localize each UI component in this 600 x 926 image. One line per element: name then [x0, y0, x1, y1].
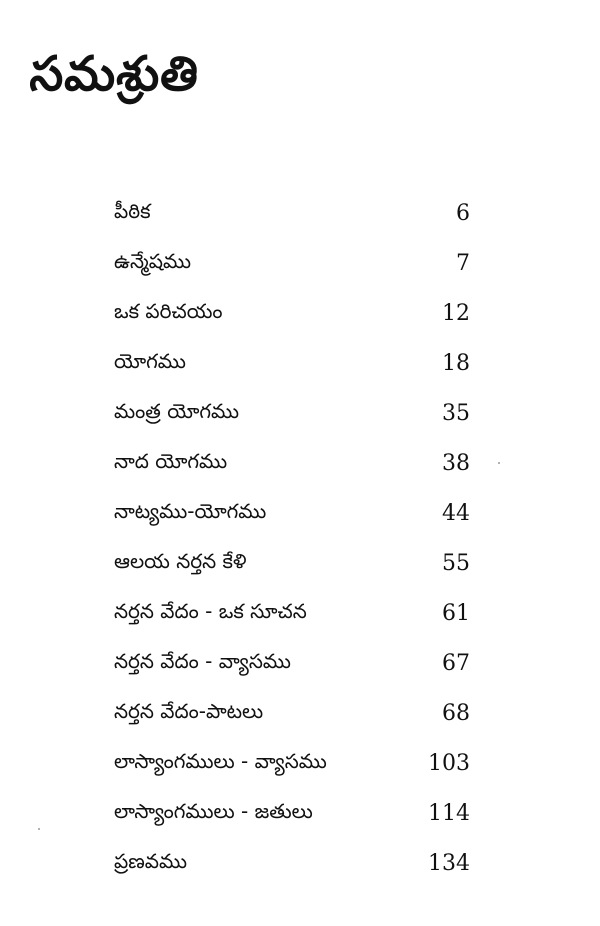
- toc-entry-title: లాస్యాంగములు - జతులు: [114, 798, 313, 823]
- toc-entry-page: 6: [456, 200, 470, 226]
- toc-entry-title: నర్తన వేదం - వ్యాసము: [114, 648, 291, 673]
- toc-entry: [114, 438, 470, 488]
- toc-entry-title: నర్తన వేదం-పాటలు: [114, 698, 264, 723]
- toc-entry-page: 38: [442, 450, 470, 476]
- toc-entry-page: 103: [428, 750, 470, 776]
- toc-entry-page: 7: [456, 250, 470, 276]
- toc-entry-page: 67: [442, 650, 470, 676]
- toc-entry: [114, 738, 470, 788]
- toc-entry-title: నర్తన వేదం - ఒక సూచన: [114, 598, 307, 623]
- toc-entry: [114, 788, 470, 838]
- toc-entry: [114, 238, 470, 288]
- toc-entry: [114, 188, 470, 238]
- toc-entry-page: 68: [442, 700, 470, 726]
- scan-speck: [38, 828, 40, 830]
- toc-entry-title: మంత్ర యోగము: [114, 398, 240, 423]
- toc-entry: [114, 838, 470, 888]
- toc-entry-title: ఉన్మేషము: [114, 248, 192, 273]
- toc-entry-page: 61: [442, 600, 470, 626]
- toc-entry: [114, 388, 470, 438]
- toc-entry-page: 134: [428, 850, 470, 876]
- toc-entry: [114, 638, 470, 688]
- toc-entry-title: లాస్యాంగములు - వ్యాసము: [114, 748, 327, 773]
- toc-entry-title: ఒక పరిచయం: [114, 298, 223, 323]
- toc-entry: [114, 338, 470, 388]
- toc-entry-page: 12: [442, 300, 470, 326]
- table-of-contents: [114, 188, 470, 888]
- toc-entry: [114, 588, 470, 638]
- toc-entry: [114, 688, 470, 738]
- toc-entry-page: 114: [428, 800, 470, 826]
- toc-entry-page: 35: [442, 400, 470, 426]
- toc-entry-title: ఆలయ నర్తన కేళి: [114, 548, 247, 573]
- toc-entry-page: 44: [442, 500, 470, 526]
- toc-entry-title: నాద యోగము: [114, 448, 228, 473]
- toc-entry: [114, 538, 470, 588]
- page-title: సమశ్రుతి: [28, 46, 202, 102]
- toc-entry-title: పీఠిక: [114, 198, 151, 223]
- toc-entry-page: 18: [442, 350, 470, 376]
- toc-entry: [114, 288, 470, 338]
- toc-entry: [114, 488, 470, 538]
- toc-entry-title: ప్రణవము: [114, 848, 188, 873]
- toc-entry-page: 55: [442, 550, 470, 576]
- toc-entry-title: నాట్యము-యోగము: [114, 498, 267, 523]
- toc-entry-title: యోగము: [114, 348, 186, 373]
- scan-speck: [498, 462, 500, 464]
